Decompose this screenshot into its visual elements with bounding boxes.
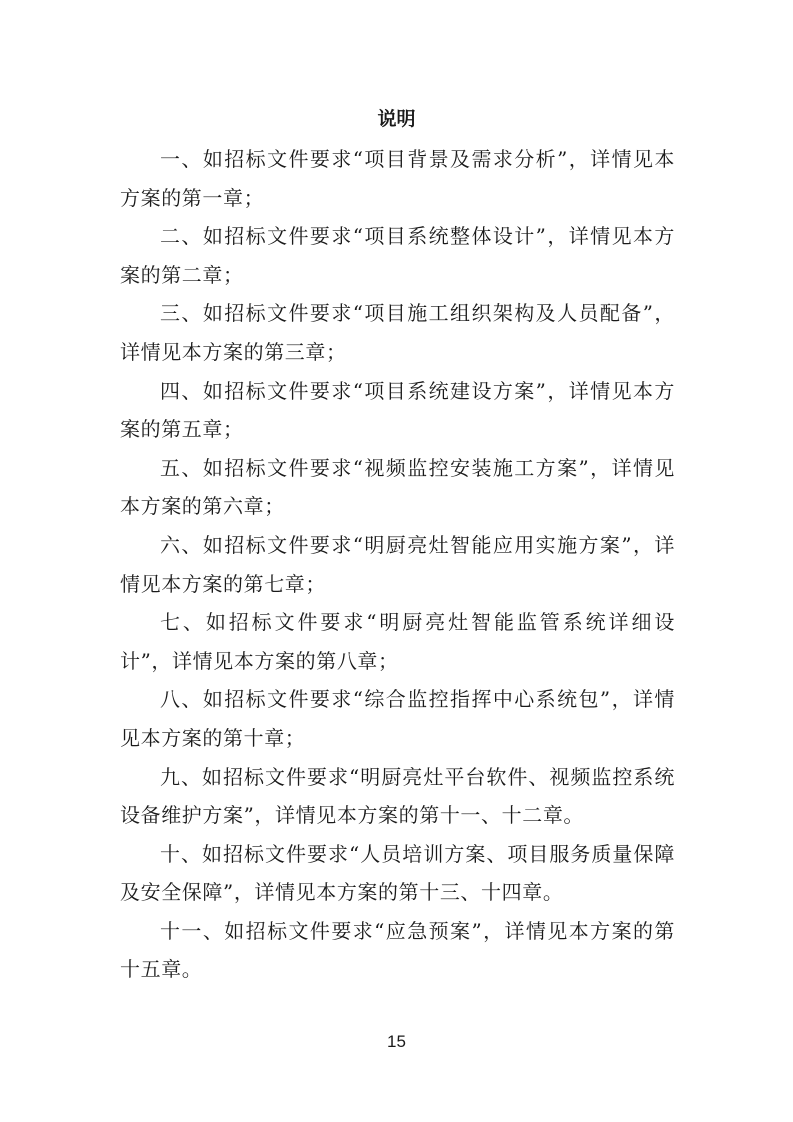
- paragraph-1: 一、如招标文件要求“项目背景及需求分析”，详情见本方案的第一章；: [120, 147, 675, 210]
- paragraph-3: 三、如招标文件要求“项目施工组织架构及人员配备”，详情见本方案的第三章；: [120, 301, 675, 364]
- page-title: 说明: [377, 108, 416, 130]
- paragraph-5: 五、如招标文件要求“视频监控安装施工方案”，详情见本方案的第六章；: [120, 455, 675, 519]
- paragraph-11: 十一、如招标文件要求“应急预案”，详情见本方案的第十五章。: [120, 918, 675, 982]
- paragraph-7: 七、如招标文件要求“明厨亮灶智能监管系统详细设计”，详情见本方案的第八章；: [120, 610, 675, 673]
- body-text: [120, 140, 675, 989]
- paragraph-6: 六、如招标文件要求“明厨亮灶智能应用实施方案”，详情见本方案的第七章；: [120, 532, 675, 596]
- paragraph-4: 四、如招标文件要求“项目系统建设方案”，详情见本方案的第五章；: [120, 378, 675, 442]
- paragraph-9: 九、如招标文件要求“明厨亮灶平台软件、视频监控系统设备维护方案”，详情见本方案的第十一、十二章。: [120, 764, 675, 828]
- page-number: 15: [387, 1032, 406, 1051]
- paragraph-8: 八、如招标文件要求“综合监控指挥中心系统包”，详情见本方案的第十章；: [120, 687, 675, 750]
- paragraph-2: 二、如招标文件要求“项目系统整体设计”，详情见本方案的第二章；: [120, 224, 675, 287]
- paragraph-10: 十、如招标文件要求“人员培训方案、项目服务质量保障及安全保障”，详情见本方案的第十三、十四章。: [120, 841, 675, 905]
